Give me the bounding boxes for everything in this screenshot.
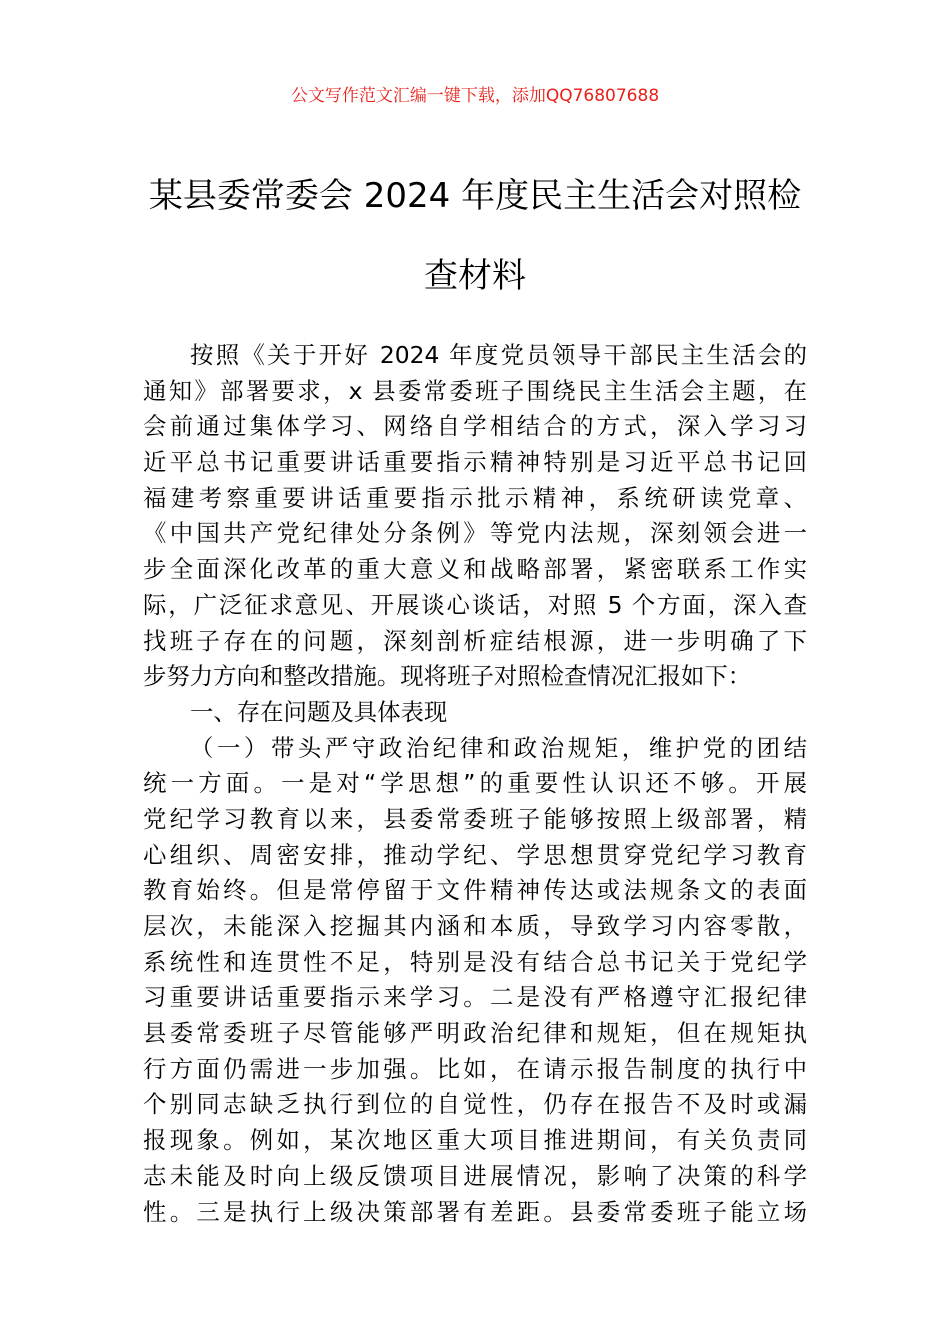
body-line: 报现象。例如，某次地区重大项目推进期间，有关负责同	[143, 1126, 807, 1155]
body-line: 个别同志缺乏执行到位的自觉性，仍存在报告不及时或漏	[143, 1090, 807, 1119]
body-line: 步努力方向和整改措施。现将班子对照检查情况汇报如下：	[143, 662, 752, 691]
page-title	[140, 156, 810, 316]
body-line: 福建考察重要讲话重要指示批示精神，系统研读党章、	[143, 483, 807, 512]
title-line-2: 查材料	[424, 256, 526, 296]
body-line: 系统性和连贯性不足，特别是没有结合总书记关于党纪学	[143, 947, 807, 976]
body-line: 习重要讲话重要指示来学习。二是没有严格遵守汇报纪律	[143, 983, 807, 1012]
promo-banner[interactable]: 公文写作范文汇编一键下载，添加QQ76807688	[290, 86, 660, 106]
body-line: 际，广泛征求意见、开展谈心谈话，对照 5 个方面，深入查	[143, 590, 807, 619]
body-line: 志未能及时向上级反馈项目进展情况，影响了决策的科学	[143, 1161, 807, 1190]
body-line: 统一方面。一是对“学思想”的重要性认识还不够。开展	[143, 769, 807, 798]
body-line: 按照《关于开好 2024 年度党员领导干部民主生活会的	[190, 341, 807, 369]
body-line: 教育始终。但是常停留于文件精神传达或法规条文的表面	[143, 876, 807, 905]
body-line: 步全面深化改革的重大意义和战略部署，紧密联系工作实	[143, 555, 807, 584]
body-line: 通知》部署要求，x 县委常委班子围绕民主生活会主题，在	[143, 376, 807, 405]
body-line: （一）带头严守政治纪律和政治规矩，维护党的团结	[190, 733, 807, 762]
body-line: 县委常委班子尽管能够严明政治纪律和规矩，但在规矩执	[143, 1019, 807, 1048]
body-line: 找班子存在的问题，深刻剖析症结根源，进一步明确了下	[143, 626, 807, 655]
body-line: 《中国共产党纪律处分条例》等党内法规，深刻领会进一	[143, 519, 807, 548]
body-line: 近平总书记重要讲话重要指示精神特别是习近平总书记回	[143, 448, 807, 477]
title-line-1: 某县委常委会 2024 年度民主生活会对照检	[148, 176, 802, 216]
body-line: 层次，未能深入挖掘其内涵和本质，导致学习内容零散，	[143, 912, 807, 940]
document-body	[143, 338, 807, 1230]
section-heading: 一、存在问题及具体表现	[190, 697, 448, 726]
body-line: 会前通过集体学习、网络自学相结合的方式，深入学习习	[143, 412, 807, 441]
body-line: 心组织、周密安排，推动学纪、学思想贯穿党纪学习教育	[143, 840, 807, 869]
body-line: 党纪学习教育以来，县委常委班子能够按照上级部署，精	[143, 804, 807, 833]
body-line: 行方面仍需进一步加强。比如，在请示报告制度的执行中	[143, 1054, 807, 1083]
body-line: 性。三是执行上级决策部署有差距。县委常委班子能立场	[143, 1197, 807, 1226]
